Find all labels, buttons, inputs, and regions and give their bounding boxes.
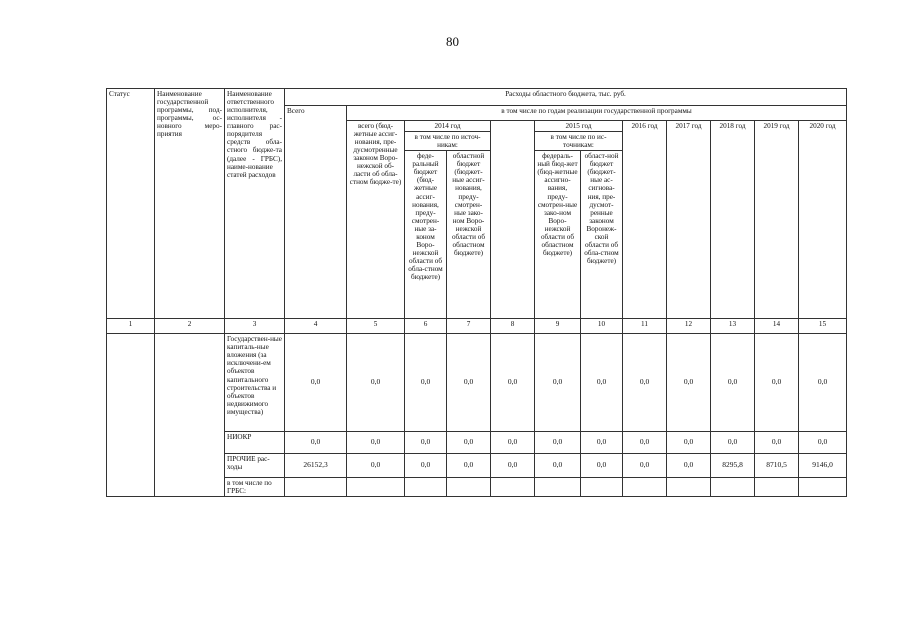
value-cell: 9146,0 bbox=[799, 454, 847, 478]
value-cell: 0,0 bbox=[623, 432, 667, 454]
value-cell: 0,0 bbox=[347, 454, 405, 478]
header-year-2019: 2019 год bbox=[755, 121, 799, 319]
column-number: 12 bbox=[667, 319, 711, 334]
value-cell: 0,0 bbox=[285, 432, 347, 454]
value-cell: 0,0 bbox=[535, 454, 581, 478]
value-cell: 0,0 bbox=[405, 334, 447, 432]
status-cell bbox=[107, 334, 155, 497]
value-cell: 0,0 bbox=[491, 454, 535, 478]
value-cell bbox=[405, 478, 447, 497]
value-cell: 0,0 bbox=[491, 334, 535, 432]
column-number: 7 bbox=[447, 319, 491, 334]
column-number: 3 bbox=[225, 319, 285, 334]
column-number: 10 bbox=[581, 319, 623, 334]
page-number: 80 bbox=[446, 34, 459, 49]
column-number: 11 bbox=[623, 319, 667, 334]
column-number: 13 bbox=[711, 319, 755, 334]
column-number: 15 bbox=[799, 319, 847, 334]
column-number: 5 bbox=[347, 319, 405, 334]
value-cell: 8295,8 bbox=[711, 454, 755, 478]
value-cell: 0,0 bbox=[405, 432, 447, 454]
header-blank-2015 bbox=[491, 121, 535, 319]
value-cell: 0,0 bbox=[755, 432, 799, 454]
header-year-2015: 2015 год bbox=[535, 121, 623, 132]
value-cell: 0,0 bbox=[711, 432, 755, 454]
header-2014-regional: областной бюджет (бюджет-ные ассиг-нования, преду-смотрен-ные зако-ном Воро-нежской области об областном бюджете) bbox=[447, 151, 491, 319]
value-cell: 0,0 bbox=[623, 454, 667, 478]
column-number: 2 bbox=[155, 319, 225, 334]
value-cell bbox=[711, 478, 755, 497]
value-cell bbox=[799, 478, 847, 497]
row-label: ПРОЧИЕ рас-ходы bbox=[225, 454, 285, 478]
value-cell bbox=[447, 478, 491, 497]
budget-table bbox=[106, 88, 847, 497]
value-cell: 0,0 bbox=[535, 432, 581, 454]
value-cell: 0,0 bbox=[447, 334, 491, 432]
header-2014-total: всего (бюд-жетные ассиг-нования, пре-дусмотренные законом Воро-нежской об-ласти об обла-стном бюдже-те) bbox=[347, 121, 405, 319]
header-2014-sources: в том числе по источ-никам: bbox=[405, 132, 491, 151]
value-cell: 0,0 bbox=[405, 454, 447, 478]
value-cell: 0,0 bbox=[491, 432, 535, 454]
value-cell: 8710,5 bbox=[755, 454, 799, 478]
header-expenses-title: Расходы областного бюджета, тыс. руб. bbox=[285, 89, 847, 106]
column-number: 6 bbox=[405, 319, 447, 334]
value-cell bbox=[535, 478, 581, 497]
value-cell bbox=[491, 478, 535, 497]
value-cell bbox=[755, 478, 799, 497]
value-cell bbox=[347, 478, 405, 497]
value-cell bbox=[285, 478, 347, 497]
column-number: 9 bbox=[535, 319, 581, 334]
value-cell: 0,0 bbox=[755, 334, 799, 432]
value-cell bbox=[623, 478, 667, 497]
column-number: 8 bbox=[491, 319, 535, 334]
row-label: Государствен-ные капиталь-ные вложения (за исключени-ем объектов капитального строительства и объектов недвижимого имущества) bbox=[225, 334, 285, 432]
header-2015-federal: федераль-ный бюд-жет (бюд-жетные ассигно-вания, преду-смотрен-ные зако-ном Воро-нежской области об областном бюджете) bbox=[535, 151, 581, 319]
value-cell: 0,0 bbox=[667, 334, 711, 432]
table-row bbox=[107, 334, 847, 432]
value-cell: 0,0 bbox=[667, 454, 711, 478]
header-year-2020: 2020 год bbox=[799, 121, 847, 319]
value-cell: 26152,3 bbox=[285, 454, 347, 478]
value-cell: 0,0 bbox=[347, 432, 405, 454]
header-2015-sources: в том числе по ис-точникам: bbox=[535, 132, 623, 151]
header-year-2016: 2016 год bbox=[623, 121, 667, 319]
column-number: 1 bbox=[107, 319, 155, 334]
header-year-2018: 2018 год bbox=[711, 121, 755, 319]
header-status: Статус bbox=[107, 89, 155, 319]
row-label: НИОКР bbox=[225, 432, 285, 454]
value-cell: 0,0 bbox=[447, 432, 491, 454]
header-2014-federal: феде-ральный бюджет (бюд-жетные ассиг-нования, преду-смотрен-ные за-коном Воро-нежской области об обла-стном бюджете) bbox=[405, 151, 447, 319]
value-cell: 0,0 bbox=[581, 432, 623, 454]
header-total: Всего bbox=[285, 106, 347, 319]
row-label: в том числе по ГРБС: bbox=[225, 478, 285, 497]
value-cell: 0,0 bbox=[799, 432, 847, 454]
header-year-2014: 2014 год bbox=[405, 121, 491, 132]
value-cell: 0,0 bbox=[347, 334, 405, 432]
header-program: Наименование государственной программы, под-программы, ос-новного меро-приятия bbox=[155, 89, 225, 319]
header-2015-regional: област-ной бюджет (бюджет-ные ас-сигнова-ния, пре-дусмот-ренные законом Воронеж-ской области об обла-стном бюджете) bbox=[581, 151, 623, 319]
value-cell: 0,0 bbox=[285, 334, 347, 432]
value-cell bbox=[667, 478, 711, 497]
header-year-2017: 2017 год bbox=[667, 121, 711, 319]
value-cell: 0,0 bbox=[581, 334, 623, 432]
header-by-years: в том числе по годам реализации государственной программы bbox=[347, 106, 847, 121]
header-executor: Наименование ответственного исполнителя, исполнителя - главного рас-порядителя средств обла-стного бюдже-та (далее - ГРБС), наиме-нование статей расходов bbox=[225, 89, 285, 319]
value-cell: 0,0 bbox=[623, 334, 667, 432]
program-cell bbox=[155, 334, 225, 497]
column-number: 14 bbox=[755, 319, 799, 334]
value-cell: 0,0 bbox=[667, 432, 711, 454]
value-cell: 0,0 bbox=[711, 334, 755, 432]
value-cell: 0,0 bbox=[581, 454, 623, 478]
value-cell: 0,0 bbox=[447, 454, 491, 478]
value-cell: 0,0 bbox=[799, 334, 847, 432]
value-cell: 0,0 bbox=[535, 334, 581, 432]
column-numbers-row bbox=[107, 319, 847, 334]
column-number: 4 bbox=[285, 319, 347, 334]
value-cell bbox=[581, 478, 623, 497]
